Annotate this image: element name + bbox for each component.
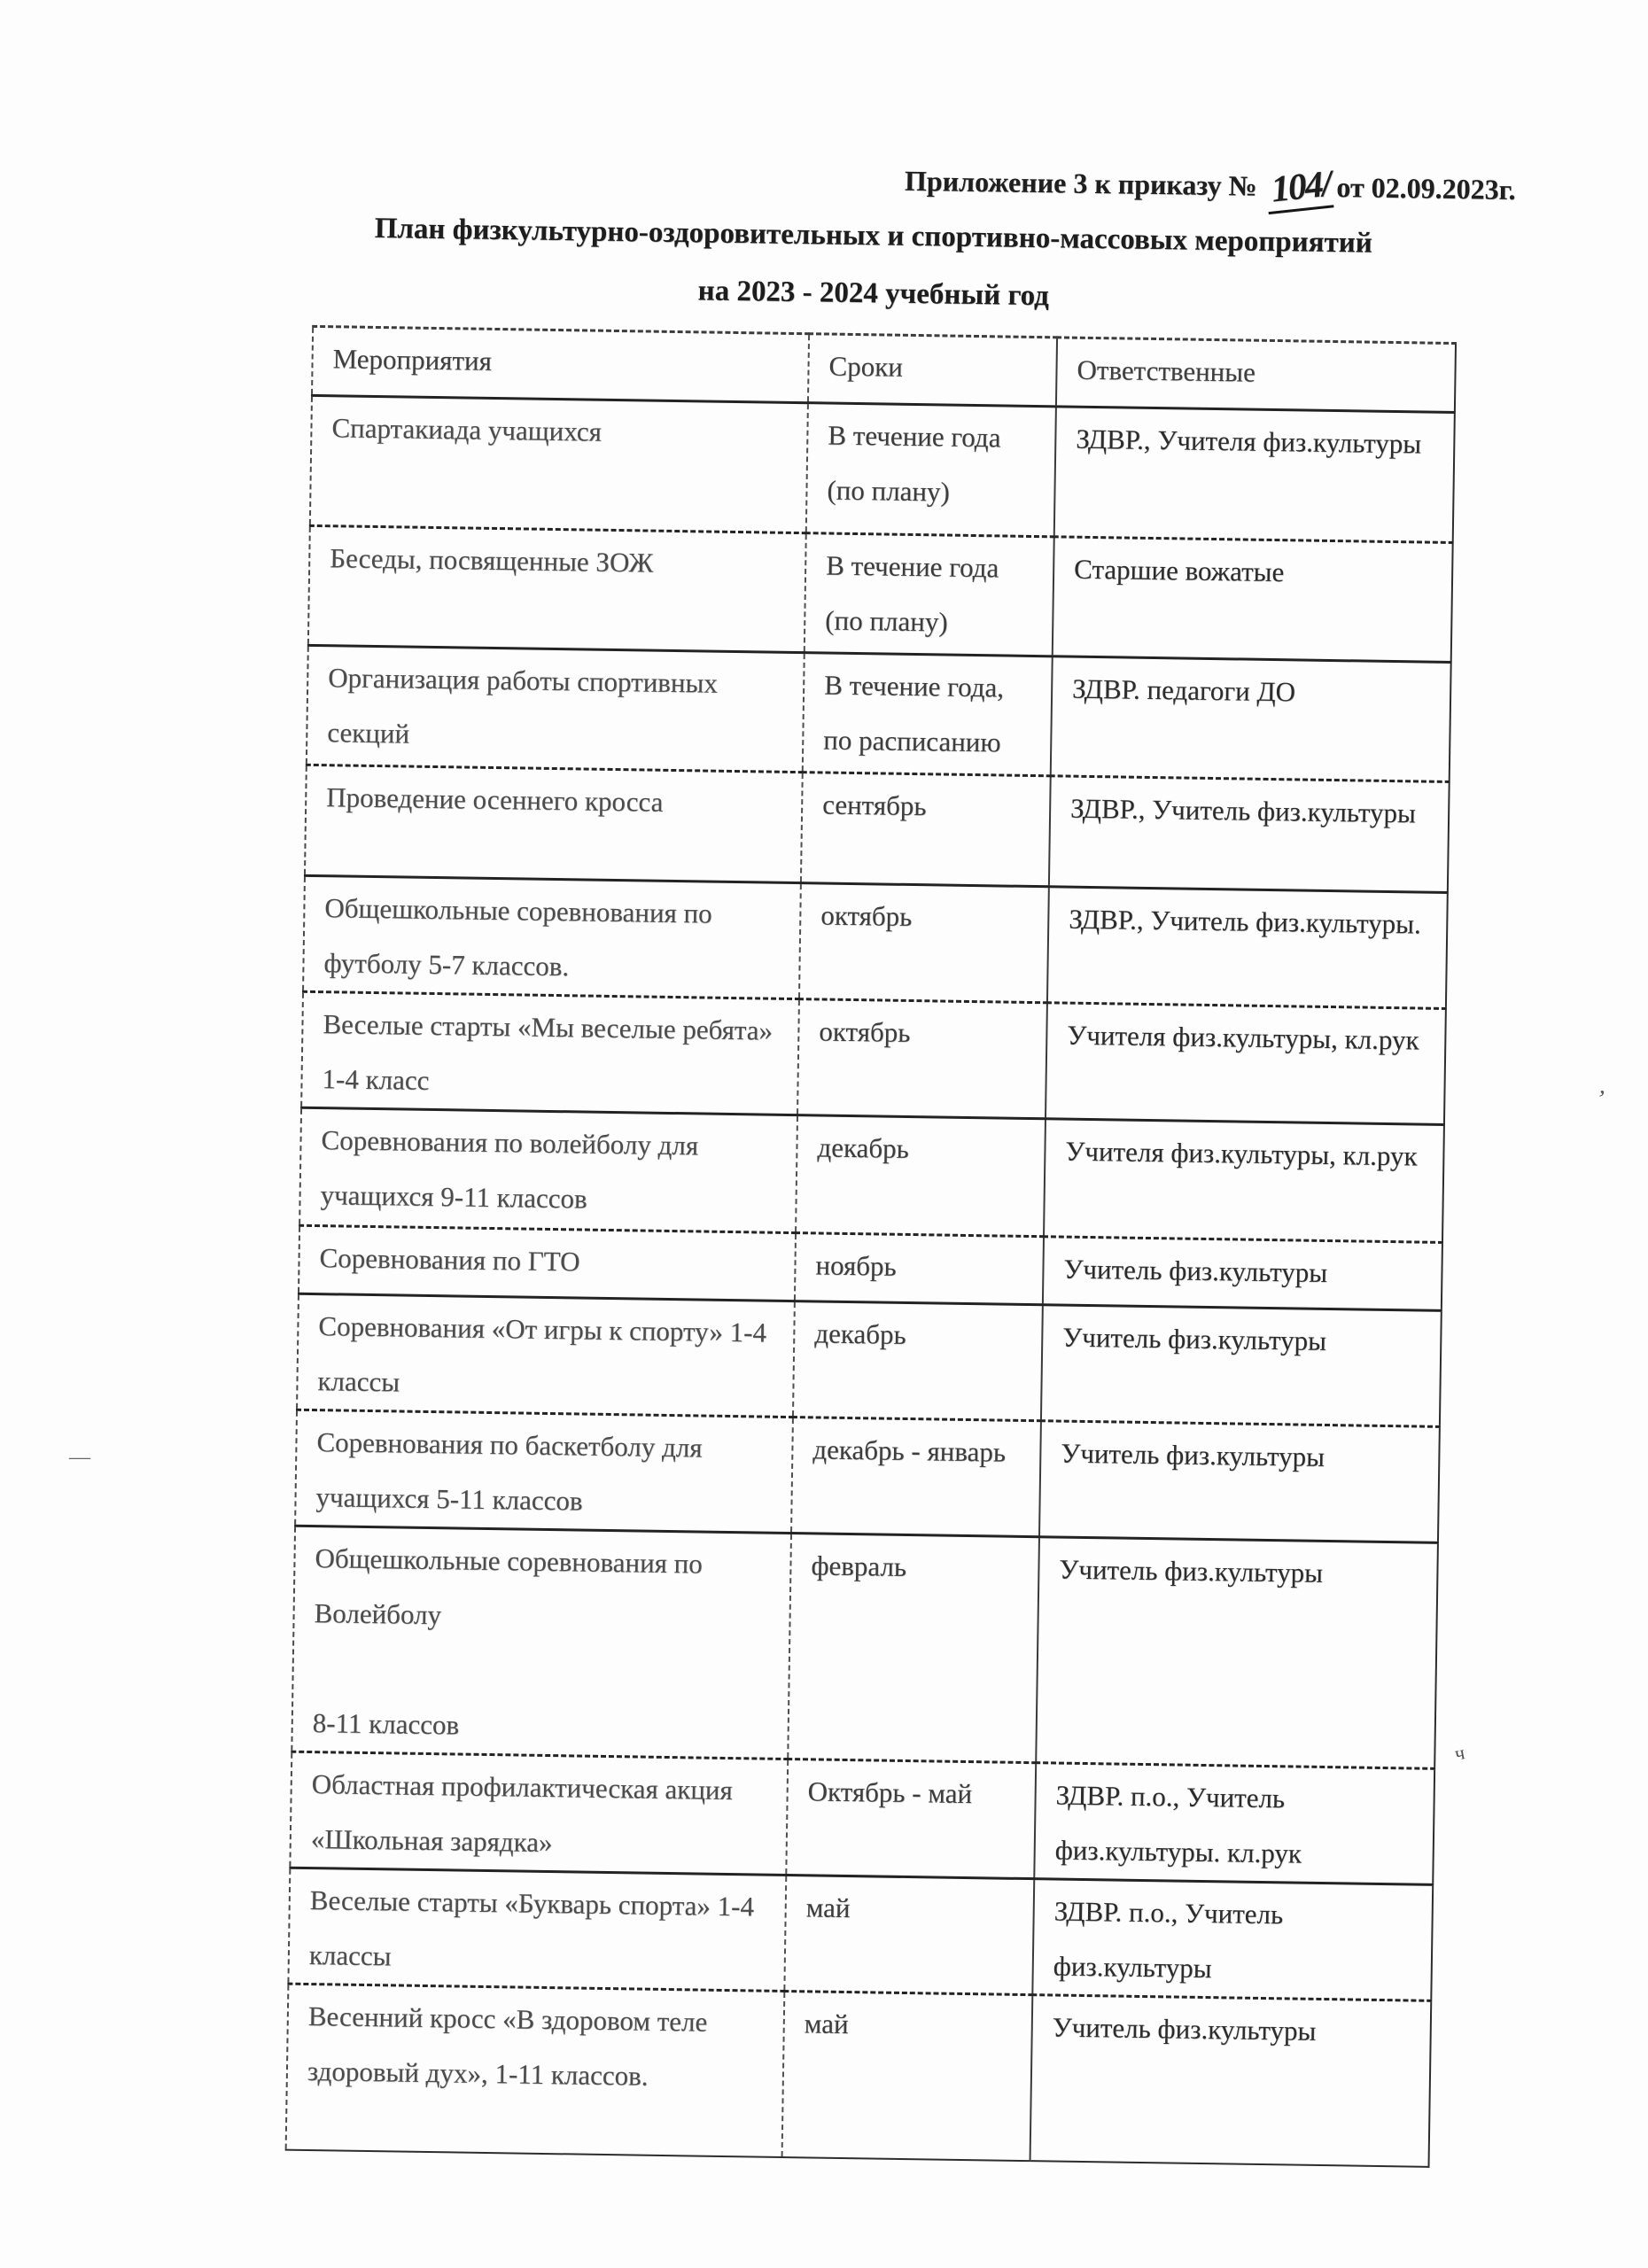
table-row [310,395,1455,542]
responsible-cell: ЗДВР. п.о., Учитель физ.культуры. кл.рук [1054,1779,1302,1869]
date-cell: декабрь [793,1301,1043,1421]
header-responsible: Ответственные [1077,353,1256,388]
date-cell: октябрь [797,999,1047,1119]
table-row [301,991,1446,1124]
responsible-cell: Учитель физ.культуры [1059,1553,1324,1588]
table-row [292,1526,1438,1768]
appendix-prefix: Приложение 3 к приказу № [904,164,1258,202]
event-cell: Соревнования по ГТО [299,1225,796,1301]
table-row [303,875,1448,1008]
table-row [307,645,1451,781]
date-cell: февраль [788,1534,1039,1763]
event-cell: Веселые старты «Букварь спорта» 1-4 классы [288,1868,786,1991]
responsible-cell: ЗДВР. педагоги ДО [1071,672,1296,708]
document-title: План физкультурно-оздоровительных и спортивно-массовых мероприятий [374,212,1373,260]
date-cell: декабрь - январь [791,1418,1041,1537]
header-events: Мероприятия [312,326,809,402]
event-cell: Общешкольные соревнования по футболу 5-7 классов. [303,875,801,998]
responsible-cell: Учитель физ.культуры [1062,1321,1327,1356]
scan-artifact-tick: ч [1452,1741,1467,1765]
date-cell: май [782,1991,1033,2160]
table-row [299,1107,1444,1242]
responsible-cell: Учителя физ.культуры, кл.рук [1065,1135,1418,1172]
event-cell: Соревнования по волейболу для учащихся 9-11 классов [299,1107,797,1232]
responsible-cell: Учителя физ.культуры, кл.рук [1067,1019,1419,1056]
table-row [286,1984,1432,2166]
table-row [305,765,1450,892]
event-cell: Спартакиада учащихся [310,395,808,532]
scan-artifact-left-dash: — [69,1446,90,1469]
responsible-cell: ЗДВР. п.о., Учитель физ.культуры [1053,1895,1284,1984]
responsible-cell: Старшие вожатые [1073,553,1285,588]
date-cell: май [784,1876,1034,1995]
event-cell: Организация работы спортивных секций [307,645,805,772]
date-cell: В течение года (по плану) [805,533,1054,656]
document-subtitle: на 2023 - 2024 учебный год [697,275,1050,313]
event-cell: Беседы, посвященные ЗОЖ [308,525,806,652]
order-number-handwritten: 104/ [1264,163,1334,215]
event-cell: Проведение осеннего кросса [305,765,803,882]
date-cell: Октябрь - май [786,1759,1036,1879]
appendix-line [2,0,1648,214]
responsible-cell: Учитель физ.культуры [1061,1437,1325,1472]
date-cell: В течение года, по расписанию [803,653,1053,776]
header-dates: Сроки [808,334,1057,407]
date-cell: ноябрь [795,1233,1044,1305]
responsible-cell: Учитель физ.культуры [1052,2011,1317,2047]
appendix-suffix: от 02.09.2023г. [1336,171,1516,206]
responsible-cell: Учитель физ.культуры [1063,1253,1328,1288]
table-row [288,1868,1433,2000]
scan-artifact-right-comma: , [1597,1071,1609,1100]
date-cell: октябрь [799,883,1049,1003]
event-cell: Общешкольные соревнования по Волейболу 8-11 классов [292,1526,791,1759]
events-table [285,325,1457,2167]
date-cell: декабрь [796,1115,1046,1237]
table-row [290,1751,1434,1884]
responsible-cell: ЗДВР., Учителя физ.культуры [1076,423,1422,460]
event-cell: Веселые старты «Мы веселые ребята» 1-4 класс [301,991,799,1115]
date-cell: сентябрь [801,773,1051,887]
table-row [308,525,1453,662]
event-cell: Весенний кросс «В здоровом теле здоровый дух», 1-11 классов. [286,1984,785,2156]
responsible-cell: ЗДВР., Учитель физ.культуры [1069,792,1417,829]
table-row [297,1293,1442,1426]
event-cell: Соревнования по баскетболу для учащихся 5-11 классов [295,1410,793,1533]
responsible-cell: ЗДВР., Учитель физ.культуры. [1069,903,1422,940]
date-cell: В течение года (по плану) [806,403,1056,537]
event-cell: Областная профилактическая акция «Школьная зарядка» [290,1751,788,1875]
event-cell: Соревнования «От игры к спорту» 1-4 классы [297,1293,795,1417]
table-row [295,1410,1440,1542]
